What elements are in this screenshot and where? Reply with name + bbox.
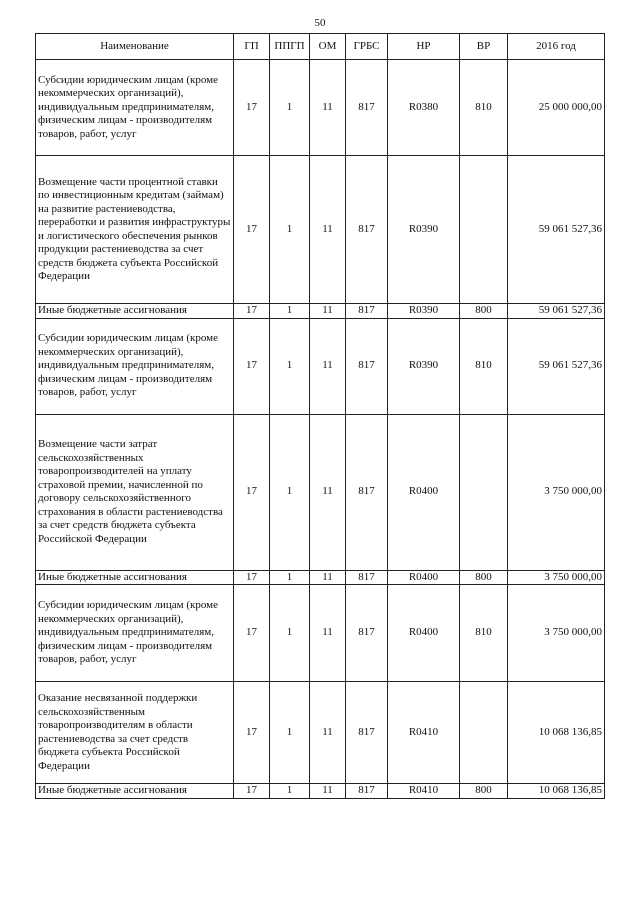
row-om: 11 (310, 60, 346, 156)
row-amount: 10 068 136,85 (508, 784, 605, 799)
row-vr: 800 (460, 570, 508, 585)
row-grbs: 817 (346, 318, 388, 414)
row-nr: R0400 (388, 414, 460, 570)
header-gp: ГП (234, 34, 270, 60)
row-amount: 3 750 000,00 (508, 570, 605, 585)
row-nr: R0400 (388, 585, 460, 682)
row-grbs: 817 (346, 784, 388, 799)
table-row (36, 682, 605, 784)
header-nr: НР (388, 34, 460, 60)
row-vr: 810 (460, 318, 508, 414)
row-vr: 810 (460, 60, 508, 156)
row-gp: 17 (234, 60, 270, 156)
table-row (36, 570, 605, 585)
row-ppgp: 1 (270, 304, 310, 319)
row-name: Субсидии юридическим лицам (кроме некоммерческих организаций), индивидуальным предпринимателям, физическим лицам - производителям товаров, работ, услуг (36, 60, 234, 156)
row-om: 11 (310, 570, 346, 585)
table-header-row (36, 34, 605, 60)
row-name: Возмещение части процентной ставки по инвестиционным кредитам (займам) на развитие растениеводства, переработки и развития инфраструктуры и логистического обеспечения рынков продукции растениеводства за счет средств бюджета субъекта Российской Федерации (36, 156, 234, 304)
row-om: 11 (310, 682, 346, 784)
row-name: Субсидии юридическим лицам (кроме некоммерческих организаций), индивидуальным предпринимателям, физическим лицам - производителям товаров, работ, услуг (36, 585, 234, 682)
row-name: Возмещение части затрат сельскохозяйственных товаропроизводителей на уплату страховой премии, начисленной по договору сельскохозяйственного страхования в области растениеводства за счет средств бюджета субъекта Российской Федерации (36, 414, 234, 570)
row-om: 11 (310, 414, 346, 570)
row-grbs: 817 (346, 585, 388, 682)
table-row (36, 304, 605, 319)
header-grbs: ГРБС (346, 34, 388, 60)
table-row (36, 585, 605, 682)
row-nr: R0400 (388, 570, 460, 585)
row-grbs: 817 (346, 414, 388, 570)
row-grbs: 817 (346, 156, 388, 304)
table-row (36, 60, 605, 156)
row-grbs: 817 (346, 570, 388, 585)
row-gp: 17 (234, 682, 270, 784)
row-ppgp: 1 (270, 156, 310, 304)
row-nr: R0410 (388, 682, 460, 784)
row-gp: 17 (234, 784, 270, 799)
table-row (36, 414, 605, 570)
table-row (36, 318, 605, 414)
row-amount: 59 061 527,36 (508, 318, 605, 414)
row-vr: 800 (460, 784, 508, 799)
row-name: Иные бюджетные ассигнования (36, 570, 234, 585)
row-vr (460, 156, 508, 304)
row-nr: R0390 (388, 304, 460, 319)
row-om: 11 (310, 318, 346, 414)
row-nr: R0390 (388, 318, 460, 414)
row-gp: 17 (234, 570, 270, 585)
header-amount: 2016 год (508, 34, 605, 60)
row-ppgp: 1 (270, 784, 310, 799)
row-name: Иные бюджетные ассигнования (36, 784, 234, 799)
row-amount: 3 750 000,00 (508, 585, 605, 682)
header-name: Наименование (36, 34, 234, 60)
row-ppgp: 1 (270, 60, 310, 156)
budget-table (35, 33, 605, 799)
row-om: 11 (310, 784, 346, 799)
row-ppgp: 1 (270, 570, 310, 585)
row-amount: 3 750 000,00 (508, 414, 605, 570)
row-amount: 59 061 527,36 (508, 304, 605, 319)
row-gp: 17 (234, 318, 270, 414)
row-nr: R0390 (388, 156, 460, 304)
page-number: 50 (314, 17, 326, 29)
row-ppgp: 1 (270, 682, 310, 784)
table-row (36, 156, 605, 304)
row-amount: 10 068 136,85 (508, 682, 605, 784)
row-vr (460, 414, 508, 570)
row-om: 11 (310, 304, 346, 319)
row-grbs: 817 (346, 682, 388, 784)
row-gp: 17 (234, 414, 270, 570)
row-ppgp: 1 (270, 318, 310, 414)
row-grbs: 817 (346, 304, 388, 319)
row-name: Оказание несвязанной поддержки сельскохозяйственным товаропроизводителям в области растениеводства за счет средств бюджета субъекта Российской Федерации (36, 682, 234, 784)
row-om: 11 (310, 585, 346, 682)
row-amount: 59 061 527,36 (508, 156, 605, 304)
row-nr: R0410 (388, 784, 460, 799)
row-vr: 800 (460, 304, 508, 319)
table-row (36, 784, 605, 799)
row-vr: 810 (460, 585, 508, 682)
row-name: Иные бюджетные ассигнования (36, 304, 234, 319)
row-vr (460, 682, 508, 784)
row-ppgp: 1 (270, 414, 310, 570)
header-om: ОМ (310, 34, 346, 60)
row-ppgp: 1 (270, 585, 310, 682)
row-grbs: 817 (346, 60, 388, 156)
row-nr: R0380 (388, 60, 460, 156)
row-gp: 17 (234, 156, 270, 304)
row-gp: 17 (234, 585, 270, 682)
row-om: 11 (310, 156, 346, 304)
row-amount: 25 000 000,00 (508, 60, 605, 156)
row-name: Субсидии юридическим лицам (кроме некоммерческих организаций), индивидуальным предпринимателям, физическим лицам - производителям товаров, работ, услуг (36, 318, 234, 414)
row-gp: 17 (234, 304, 270, 319)
header-vr: ВР (460, 34, 508, 60)
header-ppgp: ППГП (270, 34, 310, 60)
